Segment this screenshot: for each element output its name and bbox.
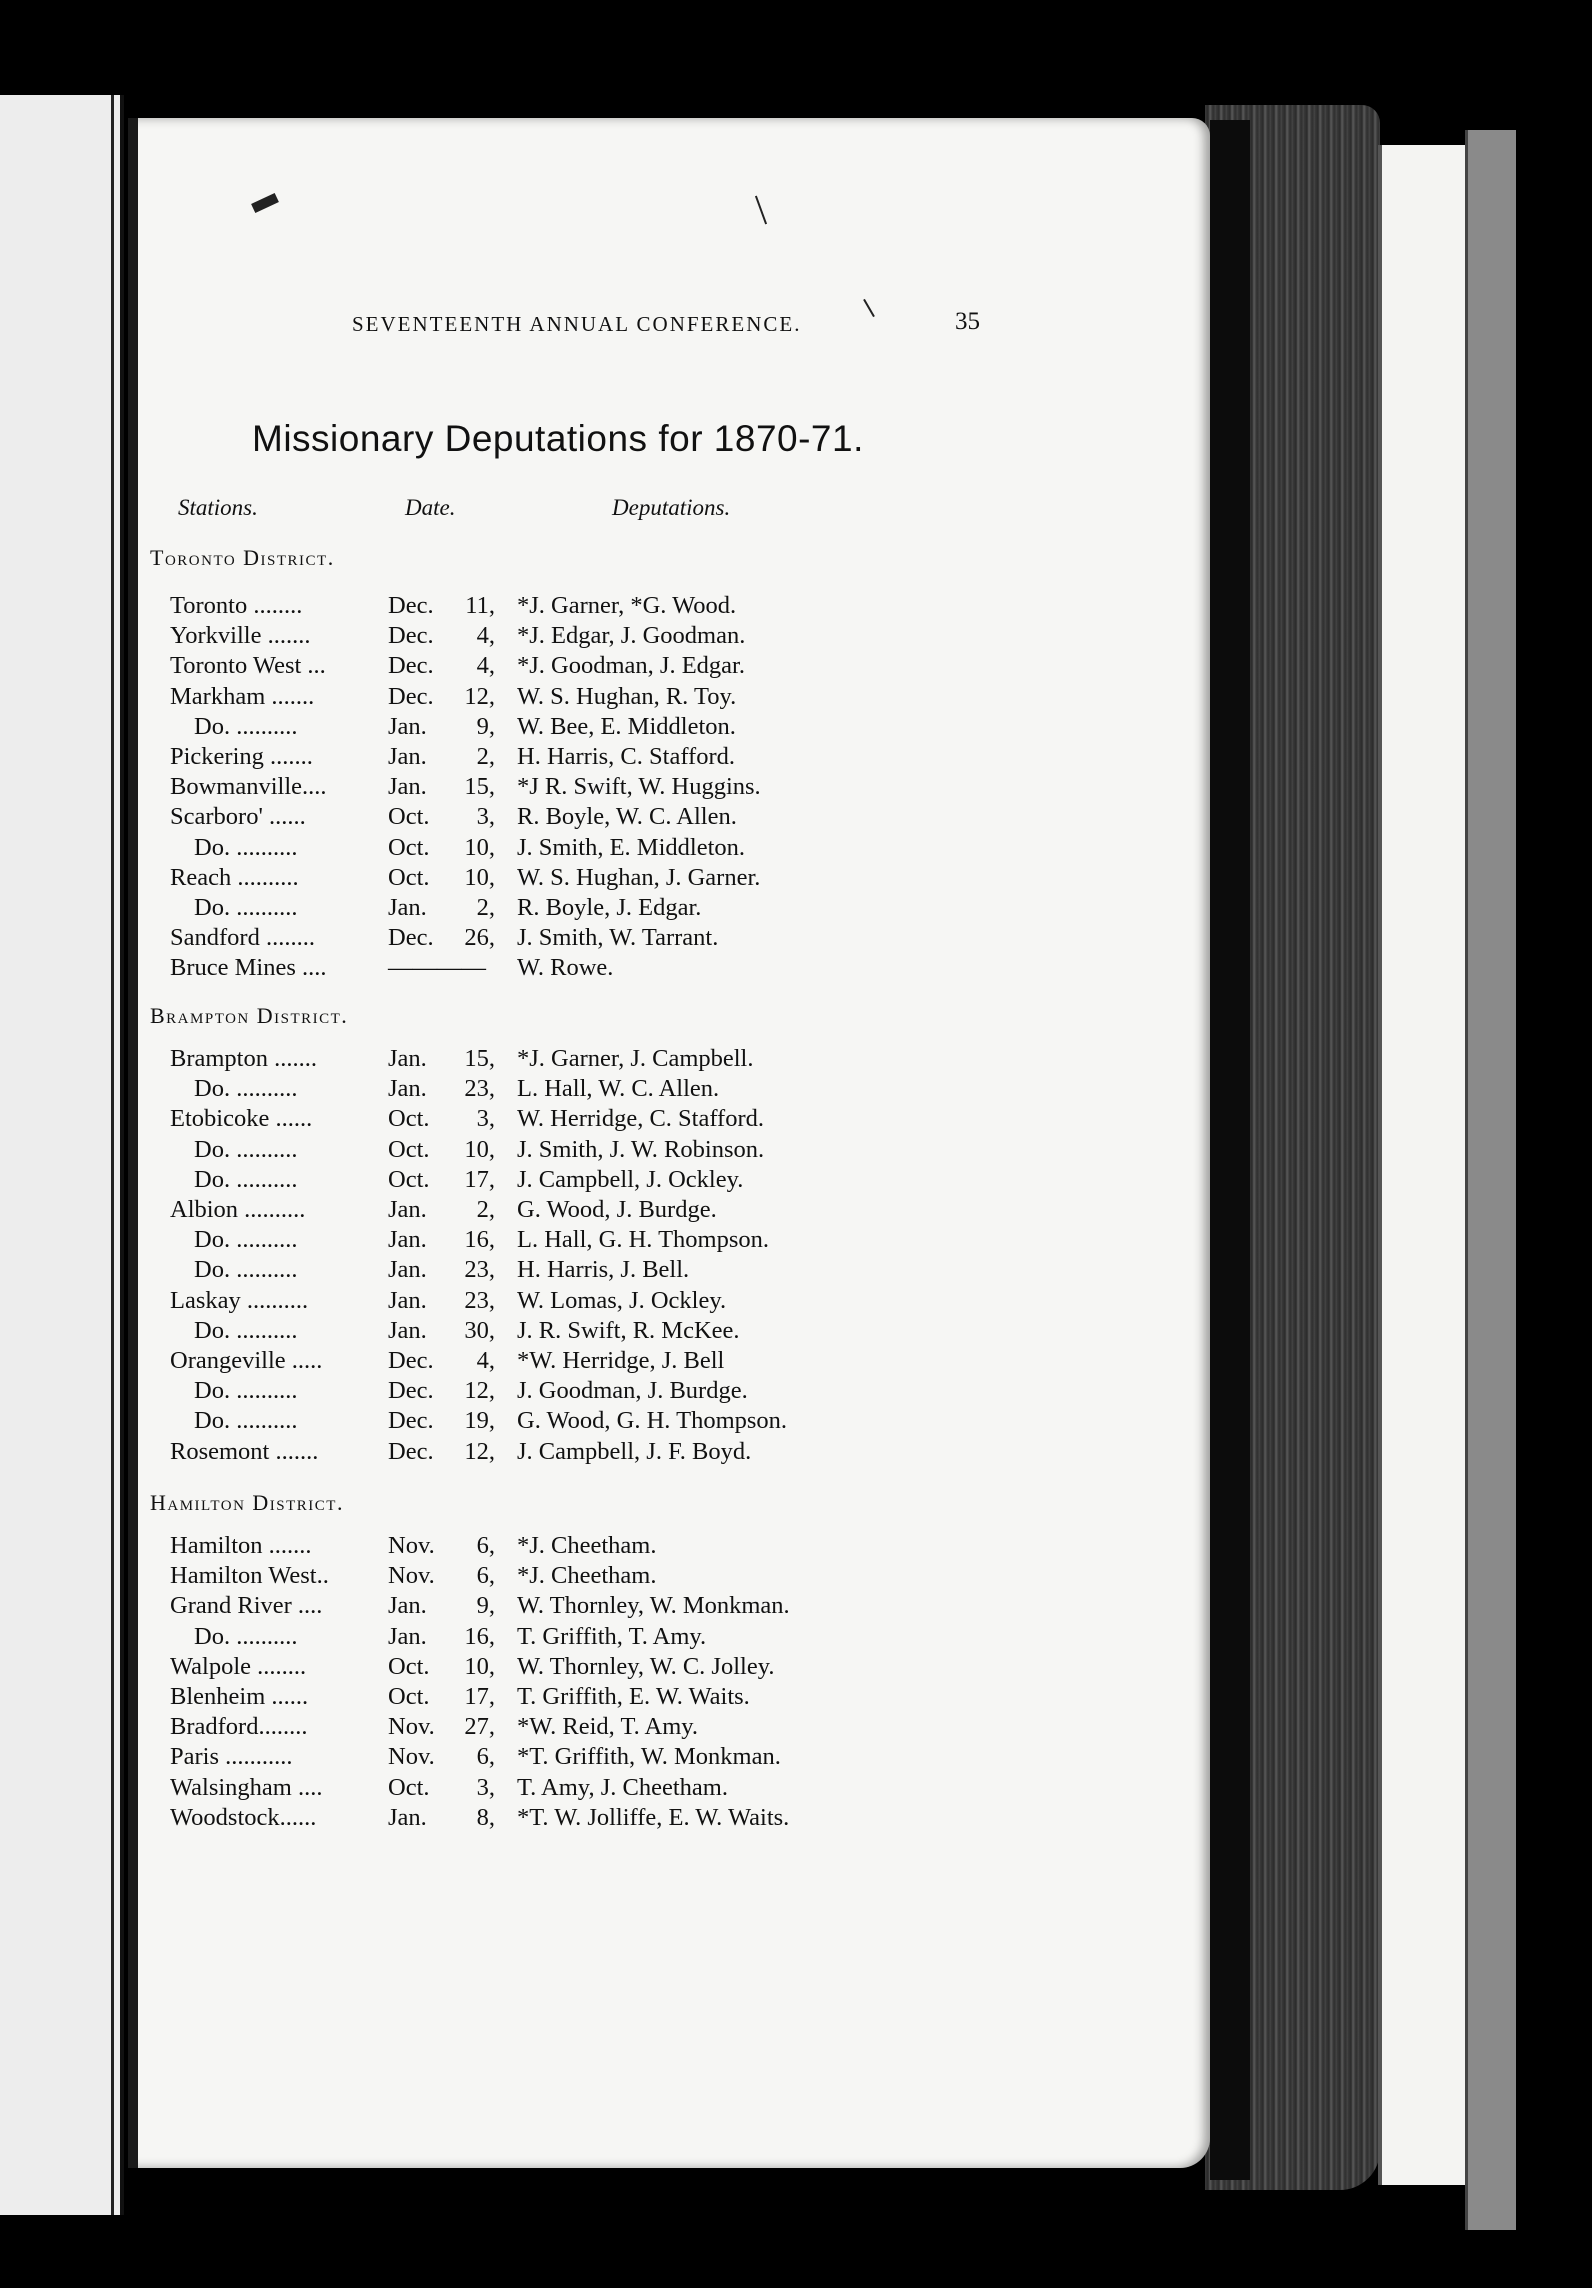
day-cell: 9,	[476, 1592, 495, 1620]
deputation-cell: *J R. Swift, W. Huggins.	[517, 773, 761, 801]
deputation-cell: J. Campbell, J. F. Boyd.	[517, 1437, 752, 1465]
station-cell: Do. ..........	[194, 894, 298, 921]
day-cell: 12,	[464, 1437, 495, 1465]
deputation-cell: *J. Goodman, J. Edgar.	[517, 652, 745, 680]
table-row	[0, 713, 1592, 743]
day-cell: 2,	[476, 743, 495, 770]
table-row	[0, 1592, 1592, 1622]
table-row	[0, 592, 1592, 622]
station-cell: Toronto West ...	[170, 652, 326, 680]
deputation-cell: R. Boyle, J. Edgar.	[517, 894, 702, 921]
day-cell: 12,	[464, 1377, 495, 1405]
station-cell: Do. ..........	[194, 833, 298, 861]
station-cell: Markham .......	[170, 682, 315, 710]
table-row	[0, 1683, 1592, 1713]
table-row	[0, 954, 1592, 984]
deputation-cell: G. Wood, G. H. Thompson.	[517, 1407, 788, 1435]
date-cell: ————	[388, 954, 486, 982]
table-row	[0, 1562, 1592, 1592]
date-cell: Jan.	[388, 1592, 427, 1620]
station-cell: Bruce Mines ....	[170, 954, 327, 982]
date-cell: Oct.	[388, 1165, 430, 1193]
date-cell: Nov.	[388, 1532, 435, 1559]
table-row	[0, 1804, 1592, 1834]
station-cell: Toronto ........	[170, 592, 303, 619]
date-cell: Dec.	[388, 1407, 434, 1435]
table-row	[0, 1136, 1592, 1166]
day-cell: 27,	[464, 1713, 495, 1741]
table-row	[0, 1377, 1592, 1407]
date-cell: Nov.	[388, 1743, 435, 1771]
date-cell: Dec.	[388, 1347, 434, 1374]
deputation-cell: *W. Herridge, J. Bell	[517, 1347, 725, 1374]
station-cell: Do. ..........	[194, 1226, 298, 1254]
table-row	[0, 1226, 1592, 1256]
station-cell: Do. ..........	[194, 1165, 298, 1193]
date-cell: Jan.	[388, 894, 427, 921]
day-cell: 6,	[476, 1532, 495, 1559]
table-row	[0, 1407, 1592, 1437]
deputation-cell: L. Hall, G. H. Thompson.	[517, 1226, 770, 1254]
date-cell: Dec.	[388, 592, 434, 619]
table-row	[0, 1317, 1592, 1347]
column-header-deputations: Deputations.	[612, 495, 731, 520]
table-row	[0, 1347, 1592, 1377]
deputation-cell: *T. W. Jolliffe, E. W. Waits.	[517, 1803, 790, 1831]
station-cell: Laskay ..........	[170, 1286, 309, 1314]
table-row	[0, 1623, 1592, 1653]
day-cell: 10,	[464, 863, 495, 891]
day-cell: 10,	[464, 833, 495, 861]
station-cell: Walsingham ....	[170, 1773, 323, 1801]
column-header-stations: Stations.	[178, 495, 258, 520]
deputation-cell: H. Harris, J. Bell.	[517, 1256, 690, 1284]
date-cell: Jan.	[388, 1803, 427, 1831]
station-cell: Walpole ........	[170, 1652, 307, 1680]
deputation-cell: T. Amy, J. Cheetham.	[517, 1773, 728, 1801]
station-cell: Do. ..........	[194, 1622, 298, 1650]
date-cell: Nov.	[388, 1713, 435, 1741]
deputation-cell: G. Wood, J. Burdge.	[517, 1196, 717, 1223]
date-cell: Dec.	[388, 924, 434, 952]
station-cell: Do. ..........	[194, 1256, 298, 1284]
deputation-cell: H. Harris, C. Stafford.	[517, 743, 735, 770]
day-cell: 15,	[464, 773, 495, 801]
table-row	[0, 773, 1592, 803]
deputation-cell: W. Bee, E. Middleton.	[517, 712, 736, 740]
deputation-cell: J. Goodman, J. Burdge.	[517, 1377, 748, 1405]
day-cell: 12,	[464, 682, 495, 710]
deputation-cell: W. Thornley, W. C. Jolley.	[517, 1652, 775, 1680]
page-number: 35	[955, 308, 980, 335]
date-cell: Oct.	[388, 1105, 430, 1133]
deputation-cell: *W. Reid, T. Amy.	[517, 1713, 699, 1741]
station-cell: Hamilton West..	[170, 1562, 329, 1590]
table-row	[0, 1045, 1592, 1075]
day-cell: 9,	[476, 712, 495, 740]
day-cell: 30,	[464, 1316, 495, 1344]
day-cell: 3,	[476, 1773, 495, 1801]
station-cell: Blenheim ......	[170, 1683, 309, 1710]
day-cell: 16,	[464, 1226, 495, 1254]
table-row	[0, 1166, 1592, 1196]
deputation-cell: *J. Cheetham.	[517, 1532, 657, 1559]
deputation-cell: J. Smith, J. W. Robinson.	[517, 1135, 765, 1163]
deputation-cell: *J. Cheetham.	[517, 1562, 657, 1590]
day-cell: 23,	[464, 1256, 495, 1284]
day-cell: 16,	[464, 1622, 495, 1650]
page-title: Missionary Deputations for 1870-71.	[252, 418, 864, 459]
station-cell: Do. ..........	[194, 1135, 298, 1163]
deputation-cell: W. S. Hughan, R. Toy.	[517, 682, 737, 710]
station-cell: Hamilton .......	[170, 1532, 312, 1559]
station-cell: Do. ..........	[194, 1377, 298, 1405]
station-cell: Do. ..........	[194, 1075, 298, 1103]
day-cell: 8,	[476, 1803, 495, 1831]
day-cell: 19,	[464, 1407, 495, 1435]
date-cell: Jan.	[388, 743, 427, 770]
date-cell: Dec.	[388, 682, 434, 710]
day-cell: 11,	[465, 592, 495, 619]
table-row	[0, 1105, 1592, 1135]
table-row	[0, 652, 1592, 682]
table-row	[0, 803, 1592, 833]
table-row	[0, 1713, 1592, 1743]
station-cell: Woodstock......	[170, 1803, 317, 1831]
table-row	[0, 743, 1592, 773]
date-cell: Jan.	[388, 1316, 427, 1344]
date-cell: Dec.	[388, 622, 434, 650]
station-cell: Pickering .......	[170, 743, 313, 770]
date-cell: Nov.	[388, 1562, 435, 1590]
date-cell: Dec.	[388, 1437, 434, 1465]
day-cell: 4,	[476, 622, 495, 650]
table-row	[0, 1287, 1592, 1317]
date-cell: Dec.	[388, 652, 434, 680]
day-cell: 23,	[464, 1075, 495, 1103]
station-cell: Brampton .......	[170, 1045, 317, 1072]
table-row	[0, 864, 1592, 894]
deputation-cell: *T. Griffith, W. Monkman.	[517, 1743, 781, 1771]
table-row	[0, 1653, 1592, 1683]
station-cell: Reach ..........	[170, 863, 299, 891]
date-cell: Oct.	[388, 1135, 430, 1163]
column-header-date: Date.	[405, 495, 456, 520]
day-cell: 4,	[476, 1347, 495, 1374]
station-cell: Etobicoke ......	[170, 1105, 313, 1133]
deputation-cell: *J. Garner, J. Campbell.	[517, 1045, 754, 1072]
column-headers	[0, 495, 1592, 525]
station-cell: Orangeville .....	[170, 1347, 323, 1374]
table-row	[0, 924, 1592, 954]
date-cell: Jan.	[388, 1045, 427, 1072]
deputation-cell: J. Campbell, J. Ockley.	[517, 1165, 744, 1193]
district-heading: Hamilton District.	[150, 1490, 344, 1515]
deputation-cell: J. Smith, E. Middleton.	[517, 833, 746, 861]
table-row	[0, 894, 1592, 924]
date-cell: Oct.	[388, 1683, 430, 1710]
day-cell: 3,	[476, 803, 495, 831]
day-cell: 10,	[464, 1135, 495, 1163]
day-cell: 2,	[476, 1196, 495, 1223]
district-heading: Toronto District.	[150, 545, 335, 570]
table-row	[0, 1774, 1592, 1804]
date-cell: Oct.	[388, 863, 430, 891]
date-cell: Jan.	[388, 1286, 427, 1314]
day-cell: 4,	[476, 652, 495, 680]
table-row	[0, 1438, 1592, 1468]
day-cell: 3,	[476, 1105, 495, 1133]
day-cell: 23,	[464, 1286, 495, 1314]
day-cell: 17,	[464, 1683, 495, 1710]
station-cell: Albion ..........	[170, 1196, 306, 1223]
table-row	[0, 1743, 1592, 1773]
date-cell: Dec.	[388, 1377, 434, 1405]
deputation-cell: T. Griffith, E. W. Waits.	[517, 1683, 750, 1710]
date-cell: Jan.	[388, 773, 427, 801]
district-heading: Brampton District.	[150, 1003, 349, 1028]
day-cell: 15,	[464, 1045, 495, 1072]
day-cell: 2,	[476, 894, 495, 921]
station-cell: Yorkville .......	[170, 622, 311, 650]
deputation-cell: *J. Garner, *G. Wood.	[517, 592, 737, 619]
deputation-cell: W. Thornley, W. Monkman.	[517, 1592, 790, 1620]
station-cell: Do. ..........	[194, 1316, 298, 1344]
station-cell: Paris ...........	[170, 1743, 293, 1771]
day-cell: 6,	[476, 1743, 495, 1771]
table-row	[0, 622, 1592, 652]
day-cell: 6,	[476, 1562, 495, 1590]
date-cell: Jan.	[388, 1075, 427, 1103]
date-cell: Jan.	[388, 712, 427, 740]
date-cell: Jan.	[388, 1622, 427, 1650]
deputation-cell: W. S. Hughan, J. Garner.	[517, 863, 761, 891]
deputation-cell: R. Boyle, W. C. Allen.	[517, 803, 737, 831]
station-cell: Rosemont .......	[170, 1437, 319, 1465]
date-cell: Oct.	[388, 833, 430, 861]
table-row	[0, 1256, 1592, 1286]
page-header	[0, 308, 1592, 342]
deputation-cell: J. R. Swift, R. McKee.	[517, 1316, 740, 1344]
station-cell: Do. ..........	[194, 712, 298, 740]
deputation-cell: W. Rowe.	[517, 954, 614, 982]
deputation-cell: J. Smith, W. Tarrant.	[517, 924, 719, 952]
deputation-cell: W. Lomas, J. Ockley.	[517, 1286, 727, 1314]
station-cell: Bowmanville....	[170, 773, 327, 801]
day-cell: 26,	[464, 924, 495, 952]
table-row	[0, 1075, 1592, 1105]
deputation-cell: T. Griffith, T. Amy.	[517, 1622, 707, 1650]
table-row	[0, 1196, 1592, 1226]
deputation-cell: W. Herridge, C. Stafford.	[517, 1105, 764, 1133]
date-cell: Jan.	[388, 1196, 427, 1223]
date-cell: Jan.	[388, 1256, 427, 1284]
table-row	[0, 683, 1592, 713]
station-cell: Bradford........	[170, 1713, 308, 1741]
day-cell: 10,	[464, 1652, 495, 1680]
station-cell: Sandford ........	[170, 924, 315, 952]
table-row	[0, 834, 1592, 864]
running-head: SEVENTEENTH ANNUAL CONFERENCE.	[352, 312, 802, 336]
table-row	[0, 1532, 1592, 1562]
station-cell: Scarboro' ......	[170, 803, 306, 831]
deputation-cell: *J. Edgar, J. Goodman.	[517, 622, 746, 650]
date-cell: Oct.	[388, 1773, 430, 1801]
date-cell: Jan.	[388, 1226, 427, 1254]
station-cell: Do. ..........	[194, 1407, 298, 1435]
station-cell: Grand River ....	[170, 1592, 323, 1620]
date-cell: Oct.	[388, 1652, 430, 1680]
deputation-cell: L. Hall, W. C. Allen.	[517, 1075, 720, 1103]
day-cell: 17,	[464, 1165, 495, 1193]
date-cell: Oct.	[388, 803, 430, 831]
